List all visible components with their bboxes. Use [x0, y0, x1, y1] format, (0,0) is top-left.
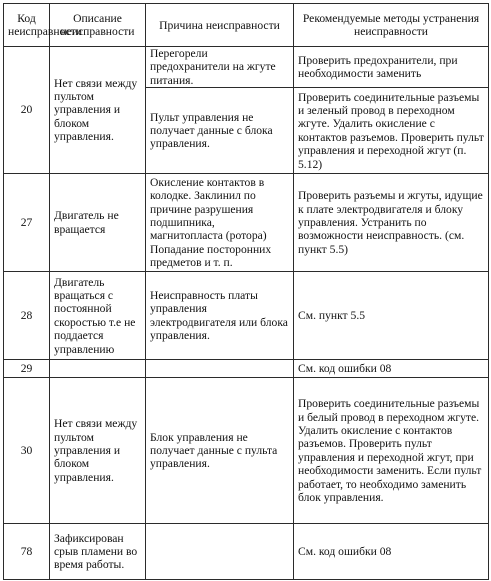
fault-recommendation-cell: См. код ошибки 08: [294, 524, 489, 580]
table-row: [4, 272, 489, 360]
fault-recommendation-cell: Проверить разъемы и жгуты, идущие к плате электродвигателя и блоку управления. Устранить по возможности неисправность. (см. пункт 5.5): [294, 174, 489, 272]
fault-recommendation-cell: См. код ошибки 08: [294, 360, 489, 378]
fault-description-cell: Нет связи между пультом управления и блоком управления.: [50, 378, 146, 524]
header-description: Описание неисправности: [50, 4, 146, 47]
fault-recommendation-cell: Проверить соединительные разъемы и зеленый провод в переходном жгуте. Удалить окисление с контактов разъемов. Проверить пульт управления и переходной жгут (п. 5.12): [294, 88, 489, 174]
fault-cause-cell: Неисправность платы управления электродвигателя или блока управления.: [146, 272, 294, 360]
fault-code-cell: 29: [4, 360, 50, 378]
fault-description-cell: Двигатель не вращается: [50, 174, 146, 272]
fault-cause-cell: Перегорели предохранители на жгуте питания.: [146, 47, 294, 88]
fault-recommendation-cell: Проверить соединительные разъемы и белый провод в переходном жгуте. Удалить окисление с контактов разъемов. Проверить пульт управления и переходной жгут, при необходимости заменить. Если пульт работает, то необходимо заменить блок управления.: [294, 378, 489, 524]
fault-code-cell: 27: [4, 174, 50, 272]
table-row: [4, 360, 489, 378]
fault-cause-cell: Окисление контактов в колодке. Заклинил по причине разрушения подшипника, магнитопласта (ротора) Попадание посторонних предметов и т. п.: [146, 174, 294, 272]
header-row: [4, 4, 489, 47]
table-row: [4, 378, 489, 524]
fault-code-cell: 30: [4, 378, 50, 524]
fault-description-cell: [50, 360, 146, 378]
fault-code-cell: 78: [4, 524, 50, 580]
fault-recommendation-cell: Проверить предохранители, при необходимости заменить: [294, 47, 489, 88]
fault-description-cell: Нет связи между пультом управления и блоком управления.: [50, 47, 146, 174]
fault-recommendation-cell: См. пункт 5.5: [294, 272, 489, 360]
fault-cause-cell: Блок управления не получает данные с пульта управления.: [146, 378, 294, 524]
fault-cause-cell: [146, 360, 294, 378]
fault-code-cell: 28: [4, 272, 50, 360]
header-recommendation: Рекомендуемые методы устранения неисправности: [294, 4, 489, 47]
fault-cause-cell: [146, 524, 294, 580]
header-code: Код неисправности: [4, 4, 50, 47]
fault-description-cell: Зафиксирован срыв пламени во время работы.: [50, 524, 146, 580]
fault-code-cell: 20: [4, 47, 50, 174]
table-row: [4, 524, 489, 580]
table-row: [4, 47, 489, 88]
table-row: [4, 174, 489, 272]
fault-description-cell: Двигатель вращаться с постоянной скоростью т.е не поддается управлению: [50, 272, 146, 360]
fault-cause-cell: Пульт управления не получает данные с блока управления.: [146, 88, 294, 174]
fault-codes-table: [3, 3, 489, 580]
header-cause: Причина неисправности: [146, 4, 294, 47]
